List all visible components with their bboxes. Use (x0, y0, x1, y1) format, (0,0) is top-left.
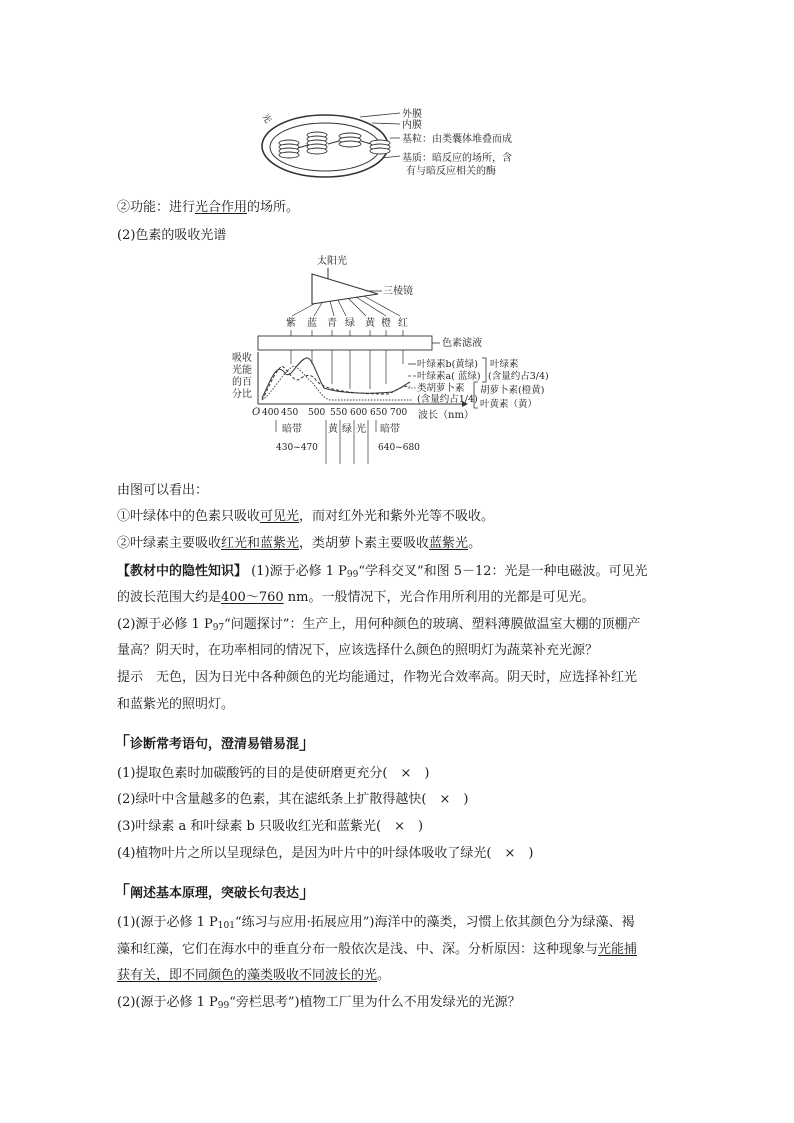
legend-chl-group-1: 叶绿素 (490, 359, 519, 370)
dark-band-2: 暗带 (380, 424, 400, 435)
question-2-line-2: 量高？阴天时，在功率相同的情况下，应该选择什么颜色的照明灯为蔬菜补充光源？ (117, 643, 599, 658)
x-tick-650: 650 (370, 408, 388, 418)
legend-chl-group-2: (含量约占3/4) (488, 371, 549, 382)
conclusion-1: ①叶绿体中的色素只吸收可见光，而对红外光和紫外光等不吸收。 (117, 509, 495, 524)
chl-b-curve (262, 358, 410, 398)
color-orange: 橙 (381, 318, 391, 329)
dark-band-2-range: 640~680 (378, 443, 420, 453)
x-tick-500: 500 (308, 408, 326, 418)
color-red: 红 (398, 318, 408, 329)
section-explain-title: 「阐述基本原理，突破长句表达」 (113, 883, 317, 903)
ylabel-line-3: 的百 (232, 377, 252, 388)
diagnose-item-2: (2)绿叶中含量越多的色素，其在滤纸条上扩散得越快( × ) (117, 792, 469, 807)
chloroplast-diagram (240, 96, 570, 188)
legend-carotenoid-1: 类胡萝卜素 (417, 383, 465, 394)
legend-chl-b: 叶绿素b(黄绿) (417, 359, 478, 370)
question-2-line-1: (2)源于必修 1 $P_{97}“$问题探讨”：生产上，用何种颜色的玻璃、塑料薄膜做温室大棚的顶棚产 (117, 617, 641, 633)
hidden-knowledge-line-2: 的波长范围大约是400～760 nm。一般情况下，光合作用所利用的光都是可见光。 (117, 590, 595, 605)
dark-band-1-range: 430~470 (276, 443, 318, 453)
explain-p1-line-1: (1)(源于必修 1 $P_{101}“$练习与应用·拓展应用”)海洋中的藻类，习惯上依其颜色分为绿藻、褐 (117, 915, 635, 931)
band-green: 绿 (342, 424, 352, 435)
section-diagnose-title: 「诊断常考语句，澄清易错易混」 (113, 734, 317, 754)
ylabel-line-4: 分比 (232, 389, 252, 400)
filter-label: 色素滤液 (442, 338, 482, 349)
color-blue: 蓝 (307, 318, 317, 329)
x-tick-400: 400 (262, 408, 280, 418)
diagnose-item-3: (3)叶绿素 a 和叶绿素 b 只吸收红光和蓝紫光( × ) (117, 819, 424, 834)
hint-line-2: 和蓝紫光的照明灯。 (117, 697, 235, 712)
band-light: 光 (356, 424, 366, 435)
legend-xanthophyll: 叶黄素（黄） (480, 399, 538, 410)
explain-p2-line-1: (2)(源于必修 1 $P_{99}“$旁栏思考”)植物工厂里为什么不用发绿光的光源？ (117, 995, 521, 1011)
inner-membrane-label: 内膜 (402, 120, 422, 131)
color-cyan: 青 (327, 318, 337, 329)
prism-label: 三棱镜 (383, 286, 413, 297)
x-tick-600: 600 (350, 408, 368, 418)
x-tick-450: 450 (281, 408, 299, 418)
x-tick-550: 550 (330, 408, 348, 418)
light-label: 光 (259, 112, 273, 126)
dark-band-1: 暗带 (282, 424, 302, 435)
legend-chl-a: 叶绿素a( 蓝绿) (417, 371, 481, 382)
diagnose-item-4: (4)植物叶片之所以呈现绿色，是因为叶片中的叶绿体吸收了绿光( × ) (117, 846, 534, 861)
absorption-spectrum-diagram (232, 254, 572, 466)
legend-carotene: 胡萝卜素(橙黄) (480, 385, 545, 396)
ylabel-line-2: 光能 (232, 365, 252, 376)
color-green: 绿 (345, 318, 355, 329)
chl-a-curve (262, 366, 410, 400)
outer-membrane-label: 外膜 (402, 109, 422, 120)
band-yellow: 黄 (328, 424, 338, 435)
grana-label: 基粒：由类囊体堆叠而成 (402, 134, 512, 145)
stroma-label-1: 基质：暗反应的场所，含 (402, 153, 512, 164)
color-violet: 紫 (286, 318, 296, 329)
sunlight-label: 太阳光 (317, 256, 347, 267)
diagnose-item-1: (1)提取色素时加碳酸钙的目的是使研磨更充分( × ) (117, 766, 430, 781)
function-line: ②功能：进行光合作用的场所。 (117, 200, 300, 215)
color-yellow: 黄 (365, 318, 375, 329)
ylabel-line-1: 吸收 (232, 353, 252, 364)
conclusion-intro: 由图可以看出： (117, 483, 209, 498)
legend-carotenoid-2: (含量约占1/4) (417, 394, 478, 405)
conclusion-2: ②叶绿素主要吸收红光和蓝紫光，类胡萝卜素主要吸收蓝紫光。 (117, 536, 482, 551)
hint-line-1: 提示 无色，因为日光中各种颜色的光均能通过，作物光合效率高。阴天时，应选择补红光 (117, 670, 638, 685)
x-tick-700: 700 (390, 408, 408, 418)
origin-label: O (252, 407, 261, 418)
section2-title: (2)色素的吸收光谱 (117, 228, 227, 243)
carotenoid-curve (262, 366, 412, 400)
x-axis-label: 波长（nm） (418, 410, 474, 421)
stroma-label-2: 有与暗反应相关的酶 (406, 166, 496, 177)
hidden-knowledge-line-1: 【教材中的隐性知识】 (1)源于必修 1 $P_{99}“$学科交叉”和图 5－12：光是一种电磁波。可见光 (117, 564, 648, 580)
explain-p1-line-2: 藻和红藻，它们在海水中的垂直分布一般依次是浅、中、深。分析原因：这种现象与光能捕 (117, 942, 638, 957)
explain-p1-line-3: 获有关，即不同颜色的藻类吸收不同波长的光。 (117, 968, 391, 983)
